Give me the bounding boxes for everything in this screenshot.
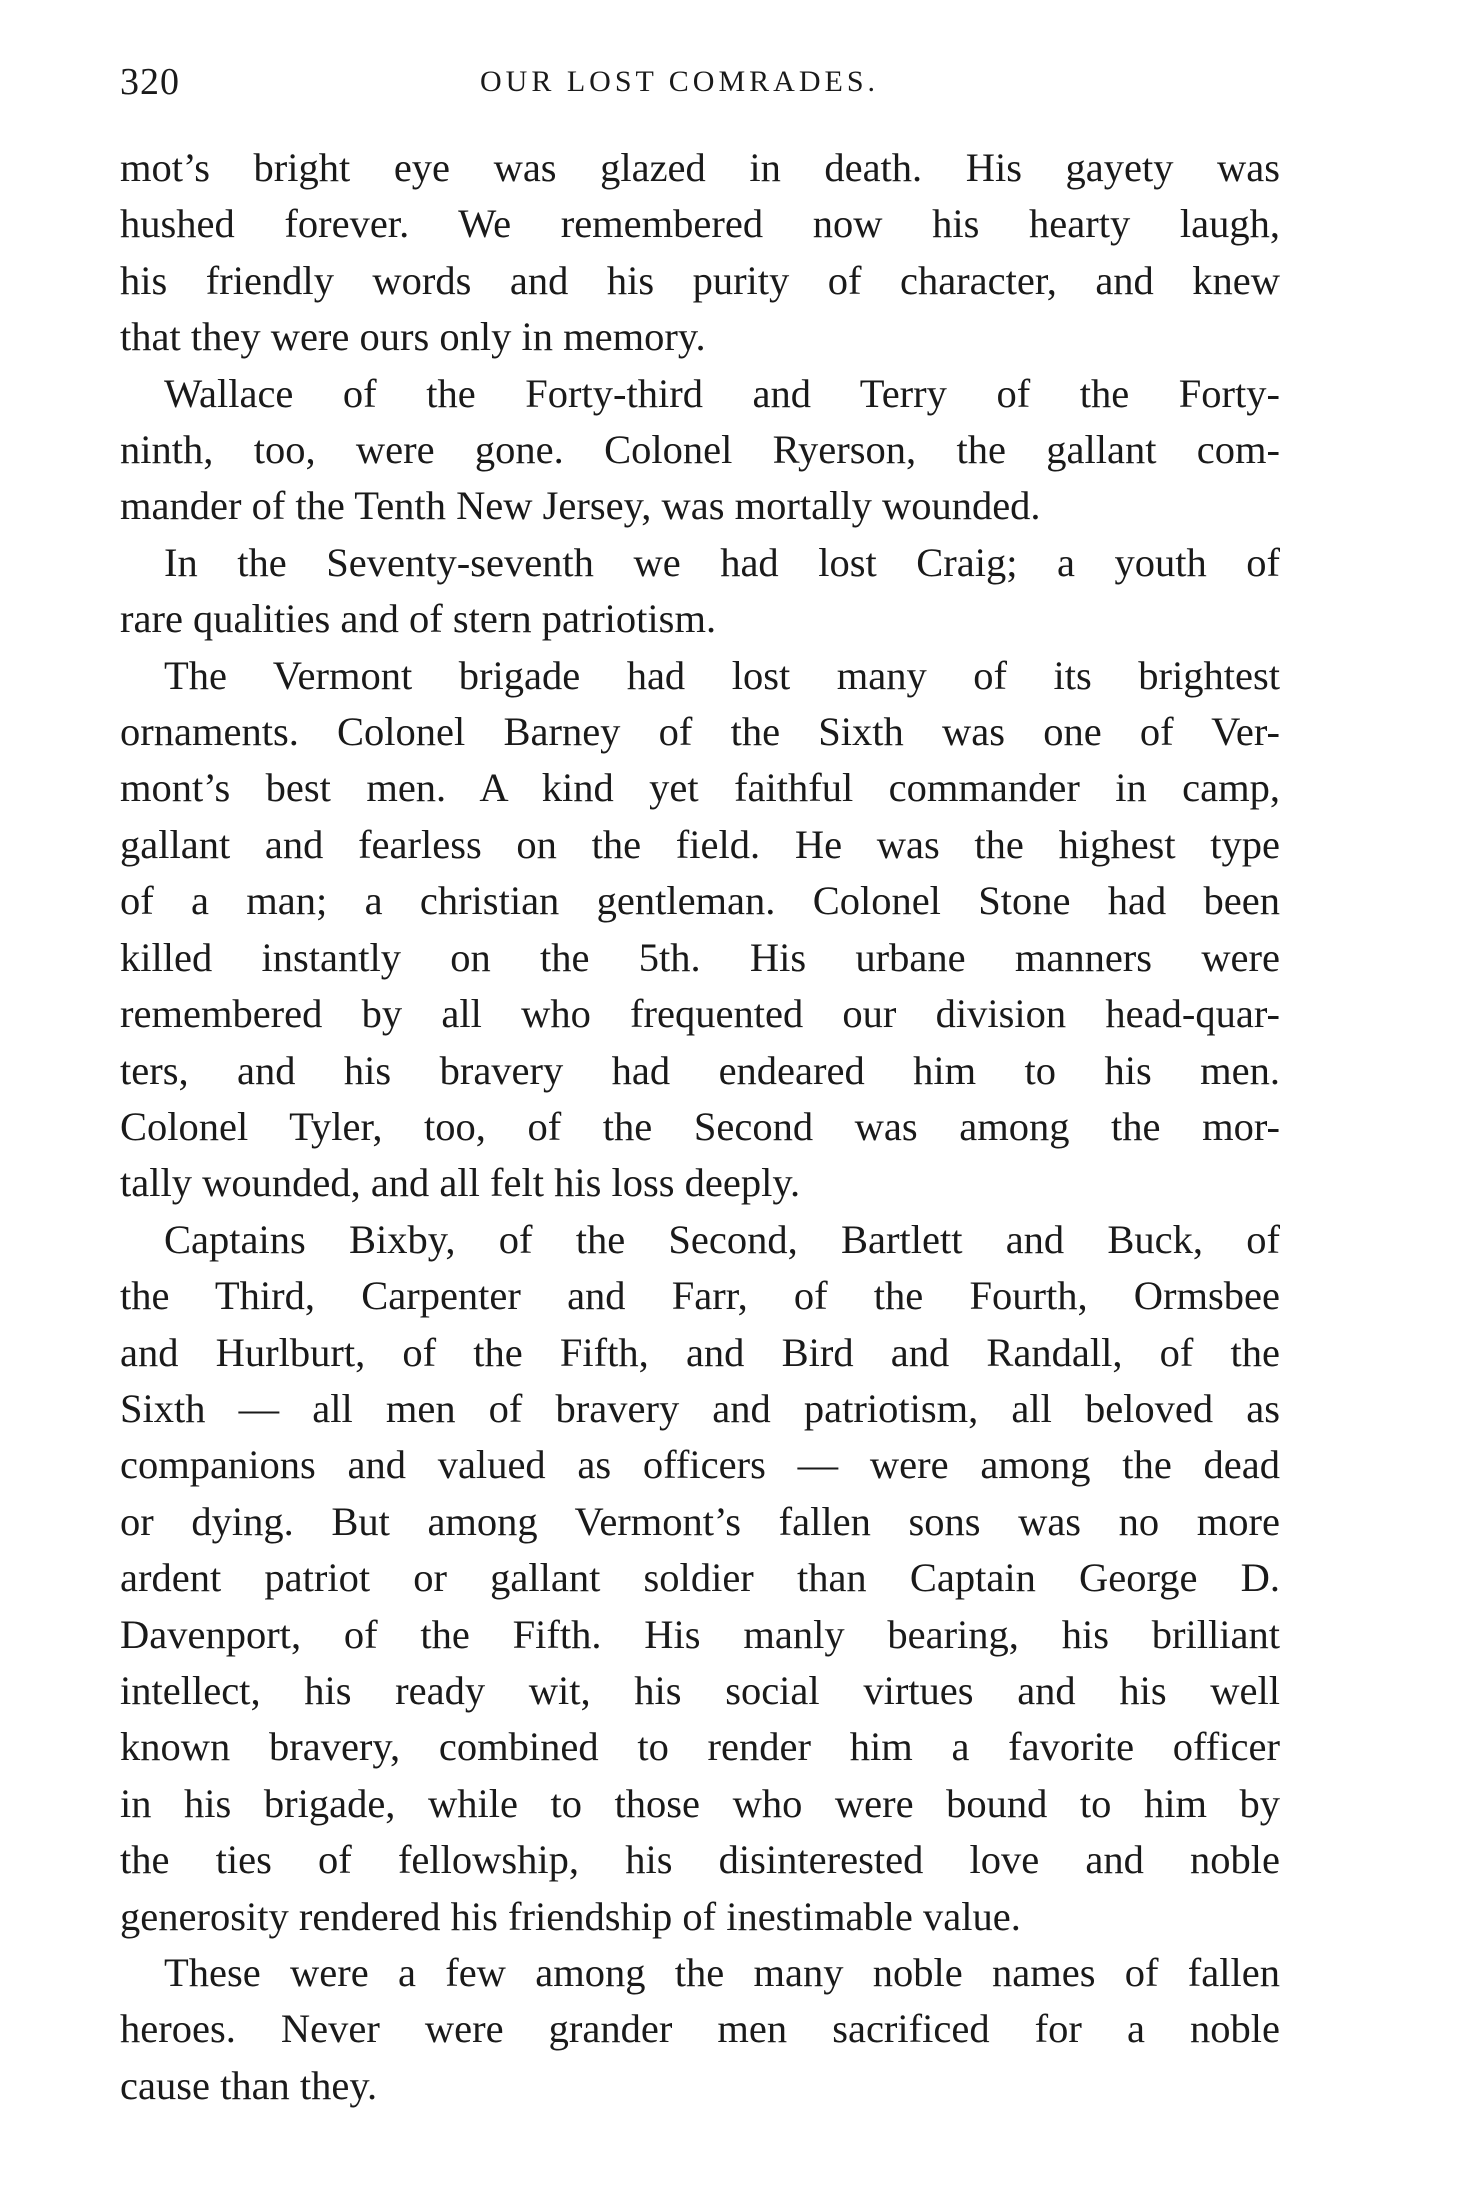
paragraph	[120, 366, 1280, 535]
paragraph	[120, 535, 1280, 648]
page-number: 320	[120, 61, 180, 103]
text-line: of a man; a christian gentleman. Colonel Stone had been	[120, 878, 1280, 924]
paragraph	[120, 140, 1280, 366]
text-line: mander of the Tenth New Jersey, was mortally wounded.	[120, 483, 1041, 529]
text-line: Wallace of the Forty-third and Terry of the Forty-	[164, 370, 1280, 416]
text-line: ninth, too, were gone. Colonel Ryerson, the gallant com-	[120, 427, 1280, 473]
text-line: his friendly words and his purity of character, and knew	[120, 257, 1280, 303]
text-line: in his brigade, while to those who were bound to him by	[120, 1780, 1280, 1826]
text-line: generosity rendered his friendship of inestimable value.	[120, 1893, 1021, 1939]
text-line: that they were ours only in memory.	[120, 314, 706, 360]
text-line: In the Seventy-seventh we had lost Craig; a youth of	[164, 539, 1280, 585]
text-line: ardent patriot or gallant soldier than Captain George D.	[120, 1555, 1280, 1601]
text-line: cause than they.	[120, 2062, 378, 2108]
text-line: known bravery, combined to render him a favorite officer	[120, 1724, 1280, 1770]
paragraph	[120, 1945, 1280, 2114]
text-line: intellect, his ready wit, his social virtues and his well	[120, 1667, 1280, 1713]
paragraph	[120, 648, 1280, 1212]
text-line: the ties of fellowship, his disinterested love and noble	[120, 1837, 1280, 1883]
text-line: mont’s best men. A kind yet faithful commander in camp,	[120, 765, 1280, 811]
text-line: These were a few among the many noble names of fallen	[164, 1950, 1280, 1995]
text-line: The Vermont brigade had lost many of its brightest	[164, 652, 1280, 698]
body-text	[120, 140, 1280, 2114]
text-line: mot’s bright eye was glazed in death. His gayety was	[120, 145, 1280, 190]
text-line: tally wounded, and all felt his loss deeply.	[120, 1160, 801, 1206]
text-line: killed instantly on the 5th. His urbane manners were	[120, 934, 1280, 980]
paragraph	[120, 1212, 1280, 1945]
running-title: OUR LOST COMRADES.	[480, 65, 879, 98]
text-line: ornaments. Colonel Barney of the Sixth was one of Ver-	[120, 709, 1280, 755]
text-line: ters, and his bravery had endeared him to his men.	[120, 1047, 1280, 1093]
text-line: rare qualities and of stern patriotism.	[120, 596, 717, 642]
text-line: Sixth — all men of bravery and patriotism, all beloved as	[120, 1385, 1280, 1431]
text-line: and Hurlburt, of the Fifth, and Bird and Randall, of the	[120, 1329, 1280, 1375]
text-line: Colonel Tyler, too, of the Second was among the mor-	[120, 1103, 1280, 1149]
running-head	[120, 52, 1280, 112]
text-line: hushed forever. We remembered now his hearty laugh,	[120, 201, 1280, 247]
text-line: or dying. But among Vermont’s fallen sons was no more	[120, 1498, 1280, 1544]
text-line: companions and valued as officers — were among the dead	[120, 1442, 1280, 1488]
text-line: gallant and fearless on the field. He was the highest type	[120, 821, 1280, 867]
text-line: the Third, Carpenter and Farr, of the Fourth, Ormsbee	[120, 1273, 1280, 1319]
text-line: remembered by all who frequented our division head-quar-	[120, 991, 1280, 1037]
text-line: Captains Bixby, of the Second, Bartlett and Buck, of	[164, 1216, 1280, 1262]
text-line: heroes. Never were grander men sacrificed for a noble	[120, 2006, 1280, 2052]
text-line: Davenport, of the Fifth. His manly bearing, his brilliant	[120, 1611, 1280, 1657]
